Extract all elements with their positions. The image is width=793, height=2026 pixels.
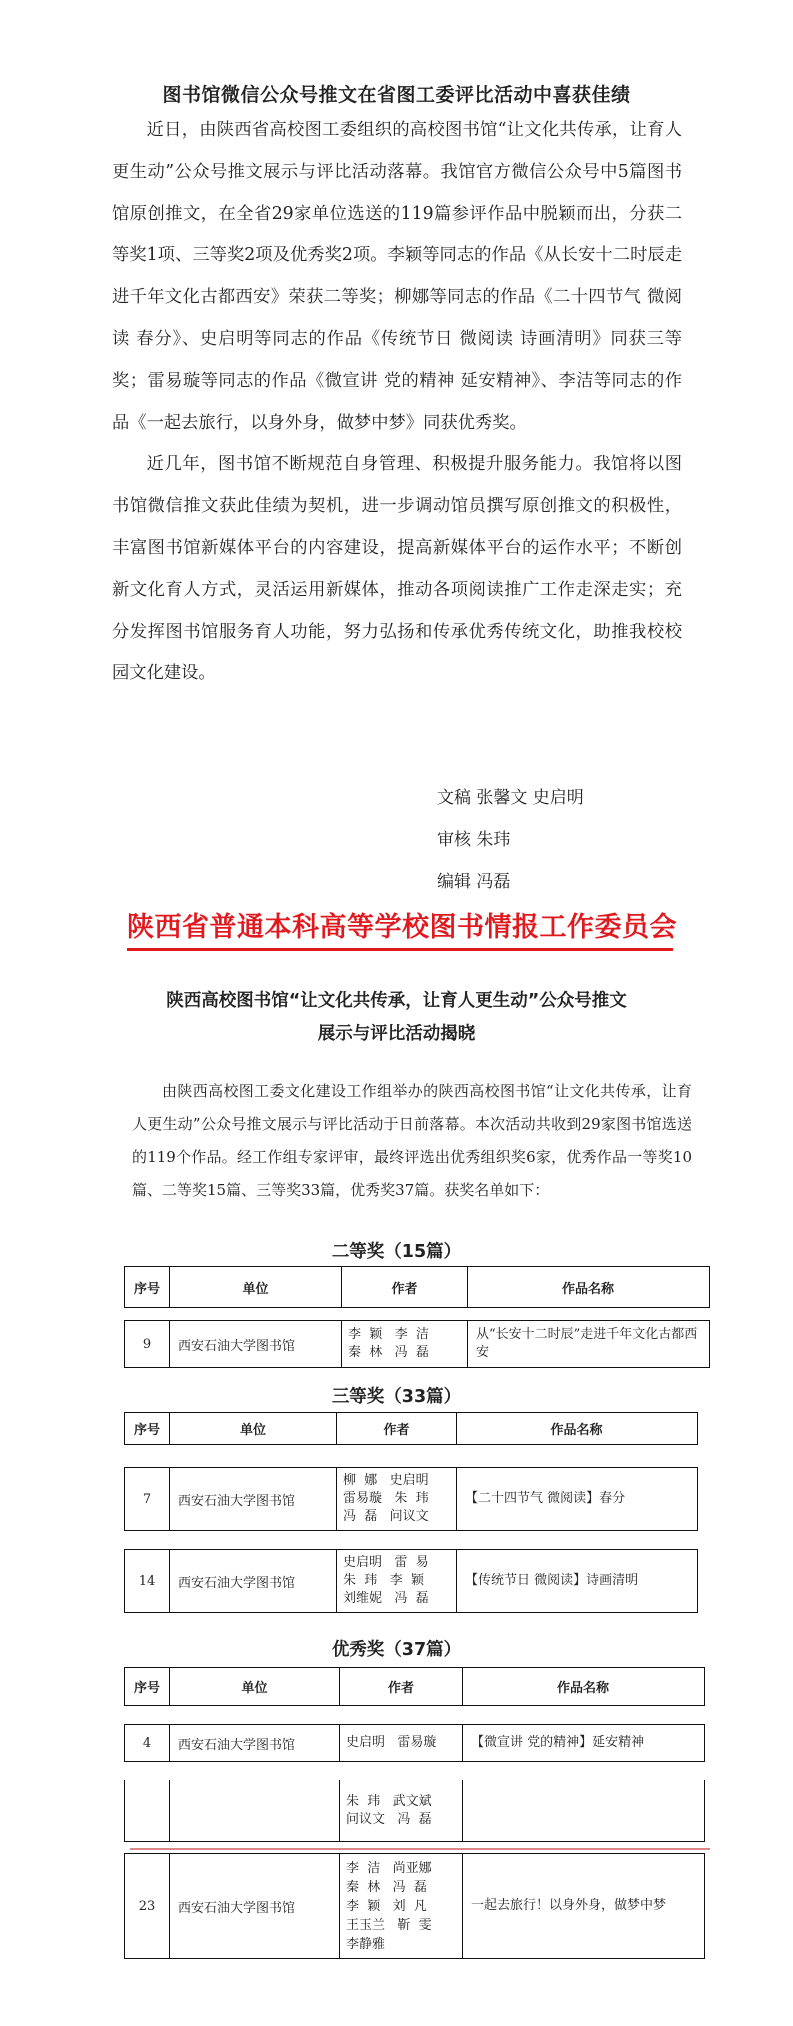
- second-prize-table-header: [124, 1266, 710, 1308]
- third-prize-heading: 三等奖（33篇）: [331, 1387, 462, 1407]
- row-unit: [170, 1780, 340, 1841]
- header-work: 作品名称: [550, 1423, 603, 1438]
- row-authors: 史启明 雷 易 朱 玮 李 颖 刘维妮 冯 磊: [337, 1550, 457, 1612]
- row-work: 【微宣讲 党的精神】延安精神: [471, 1735, 645, 1750]
- header-unit: 单位: [170, 1413, 337, 1444]
- row-authors: 柳 娜 史启明 雷易璇 朱 玮 冯 磊 问议文: [337, 1468, 457, 1530]
- excellence-prize-heading: 优秀奖（37篇）: [331, 1640, 462, 1660]
- notice-title-line2: 展示与评比活动揭晓: [317, 1024, 476, 1044]
- header-work: 作品名称: [556, 1681, 609, 1696]
- article-body: [112, 110, 682, 695]
- header-unit: 单位: [170, 1267, 342, 1307]
- row-num: 9: [125, 1321, 170, 1367]
- row-authors: 朱 玮 武文斌 问议文 冯 磊: [340, 1780, 463, 1841]
- third-prize-table-header: [124, 1412, 698, 1445]
- row-work: 【传统节日 微阅读】诗画清明: [465, 1573, 639, 1588]
- row-num: 7: [125, 1468, 170, 1530]
- credits: [437, 777, 584, 903]
- table-row: [124, 1549, 698, 1613]
- header-num: 序号: [125, 1413, 170, 1444]
- row-separator: [130, 1848, 710, 1850]
- header-num: 序号: [125, 1267, 170, 1307]
- article-paragraph: 近日，由陕西省高校图工委组织的高校图书馆“让文化共传承，让育人更生动”公众号推文展示与评比活动落幕。我馆官方微信公众号中5篇图书馆原创推文，在全省29家单位选送的119篇参评作品中脱颖而出，分获二等奖1项、三等奖2项及优秀奖2项。李颖等同志的作品《从长安十二时辰走进千年文化古都西安》荣获二等奖；柳娜等同志的作品《二十四节气 微阅读 春分》、史启明等同志的作品《传统节日 微阅读 诗画清明》同获三等奖；雷易璇等同志的作品《微宣讲 党的精神 延安精神》、李洁等同志的作品《一起去旅行，以身外身，做梦中梦》同获优秀奖。: [112, 120, 682, 433]
- row-num: 14: [125, 1550, 170, 1612]
- article-title: 图书馆微信公众号推文在省图工委评比活动中喜获佳绩: [162, 84, 631, 106]
- header-author: 作者: [337, 1413, 457, 1444]
- article-paragraph: 近几年，图书馆不断规范自身管理、积极提升服务能力。我馆将以图书馆微信推文获此佳绩为契机，进一步调动馆员撰写原创推文的积极性，丰富图书馆新媒体平台的内容建设，提高新媒体平台的运作水平；不断创新文化育人方式，灵活运用新媒体，推动各项阅读推广工作走深走实；充分发挥图书馆服务育人功能，努力弘扬和传承优秀传统文化，助推我校校园文化建设。: [112, 454, 682, 684]
- row-unit: 西安石油大学图书馆: [170, 1854, 340, 1958]
- table-row: [124, 1853, 705, 1959]
- row-work: 从“长安十二时辰”走进千年文化古都西安: [476, 1327, 698, 1360]
- notice-intro-text: 由陕西高校图工委文化建设工作组举办的陕西高校图书馆“让文化共传承，让育人更生动”公众号推文展示与评比活动于日前落幕。本次活动共收到29家图书馆选送的119个作品。经工作组专家评审，最终评选出优秀组织奖6家，优秀作品一等奖10篇、二等奖15篇、三等奖33篇，优秀奖37篇。获奖名单如下：: [132, 1082, 692, 1199]
- header-author: 作者: [342, 1267, 468, 1307]
- excellence-prize-table-header: [124, 1667, 705, 1706]
- red-divider: [127, 948, 673, 951]
- second-prize-heading: 二等奖（15篇）: [331, 1242, 462, 1262]
- header-unit: 单位: [170, 1668, 340, 1705]
- row-authors: 李 洁 尚亚娜 秦 林 冯 磊 李 颖 刘 凡 王玉兰 靳 雯 李静雅: [340, 1854, 463, 1958]
- row-unit: 西安石油大学图书馆: [170, 1468, 337, 1530]
- notice-intro: [132, 1075, 692, 1207]
- org-title: 陕西省普通本科高等学校图书情报工作委员会: [127, 912, 677, 943]
- row-authors: 史启明 雷易璇: [340, 1725, 463, 1761]
- notice-title-line1: 陕西高校图书馆“让文化共传承，让育人更生动”公众号推文: [166, 991, 627, 1011]
- table-row: [124, 1467, 698, 1531]
- row-num: 4: [125, 1725, 170, 1761]
- row-unit: 西安石油大学图书馆: [170, 1725, 340, 1761]
- row-authors: 李 颖 李 洁 秦 林 冯 磊: [342, 1321, 468, 1367]
- row-unit: 西安石油大学图书馆: [170, 1550, 337, 1612]
- credit-reviewer: 审核 朱玮: [437, 830, 511, 850]
- table-row: [124, 1724, 705, 1762]
- row-work: [463, 1780, 703, 1841]
- row-unit: 西安石油大学图书馆: [170, 1321, 342, 1367]
- row-work: 一起去旅行！以身外身，做梦中梦: [471, 1898, 667, 1913]
- header-author: 作者: [340, 1668, 463, 1705]
- credit-writer: 文稿 张馨文 史启明: [437, 788, 584, 808]
- table-row: [124, 1780, 705, 1842]
- row-work: 【二十四节气 微阅读】春分: [465, 1491, 626, 1506]
- row-num: 23: [125, 1854, 170, 1958]
- credit-editor: 编辑 冯磊: [437, 872, 511, 892]
- header-num: 序号: [125, 1668, 170, 1705]
- row-num: [125, 1780, 170, 1841]
- table-row: [124, 1320, 710, 1368]
- header-work: 作品名称: [561, 1281, 614, 1297]
